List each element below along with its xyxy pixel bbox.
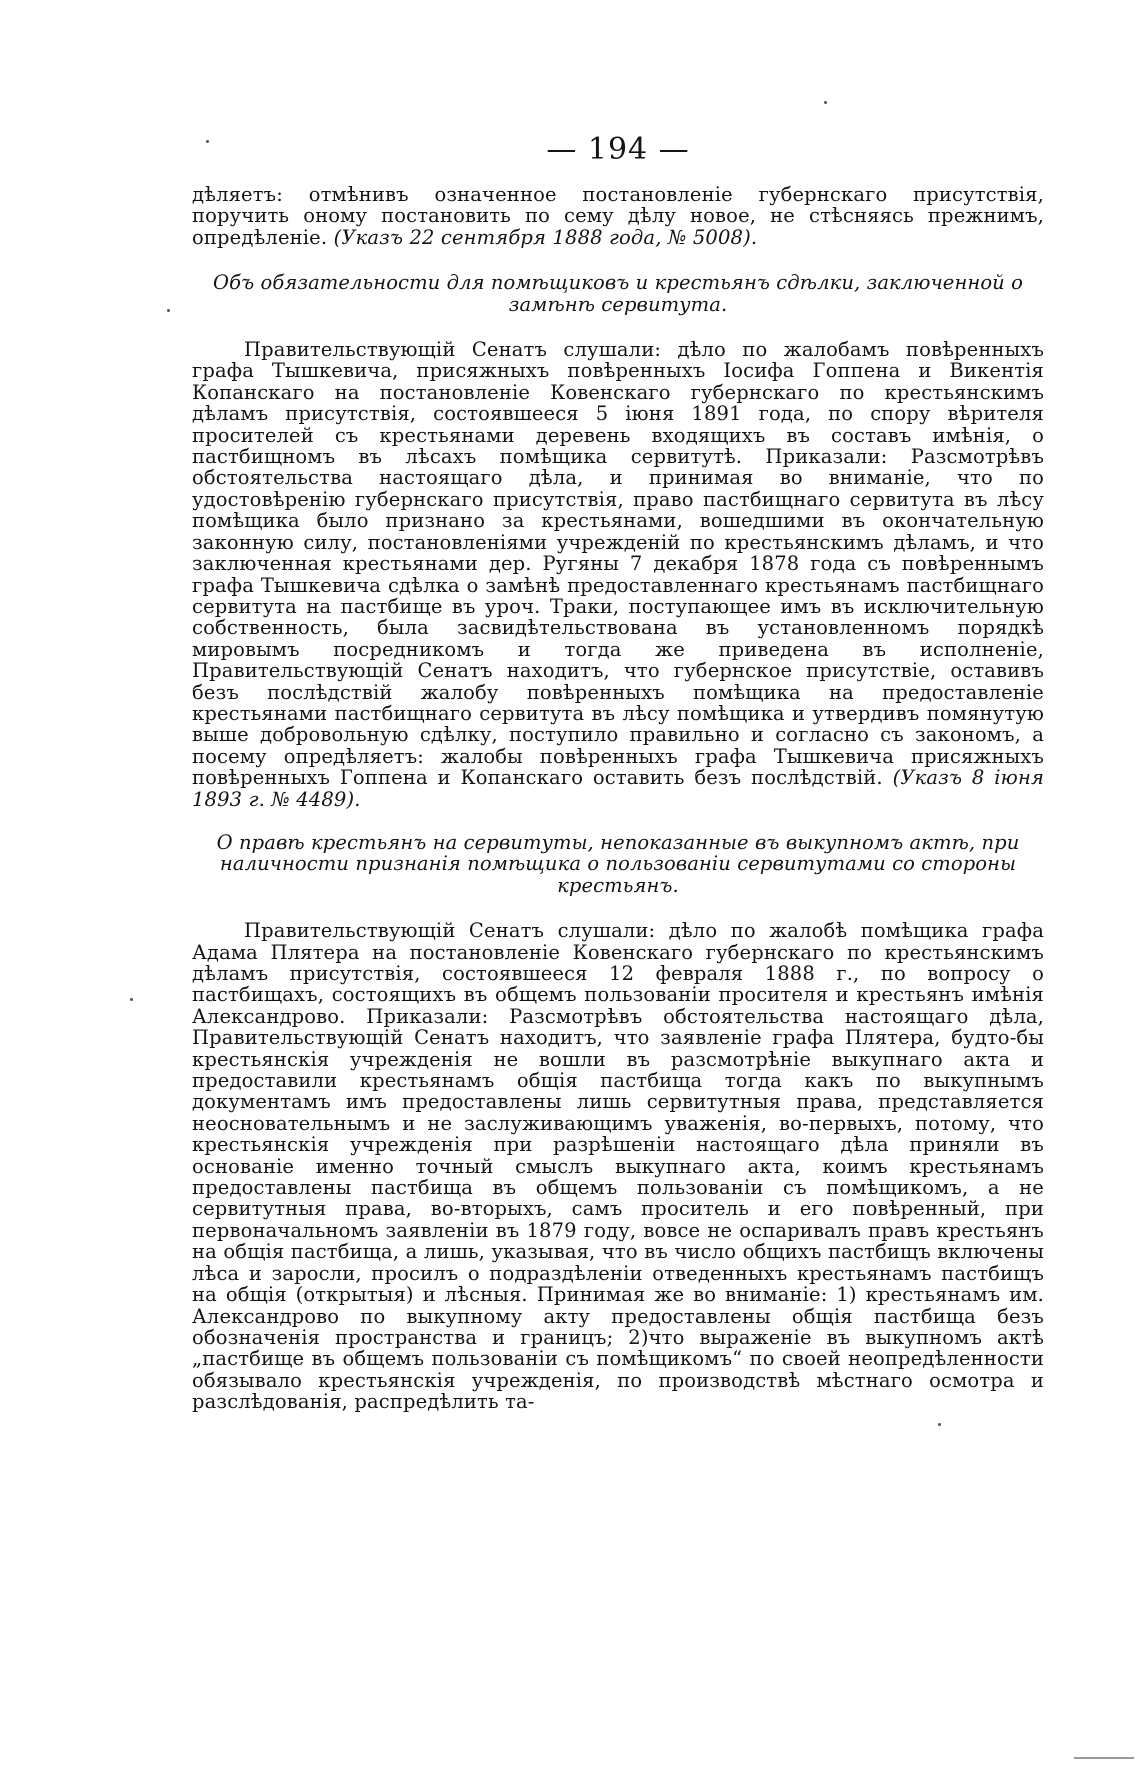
scan-speck <box>167 309 170 312</box>
decree-citation-1893: (Указъ 8 іюня 1893 г. № 4489). <box>192 766 1045 811</box>
scan-speck <box>824 101 827 104</box>
continuation-text: дѣляетъ: отмѣнивъ означенное постановленіе губернскаго присутствія, поручить оному постановить по сему дѣлу новое, не стѣсняясь прежнимъ, опредѣленіе. <box>192 183 1044 249</box>
continuation-paragraph <box>192 184 1044 248</box>
senate-ruling-paragraph-1 <box>192 339 1044 810</box>
scan-edge-mark <box>1074 1757 1134 1759</box>
senate-ruling-paragraph-2: Правительствующій Сенатъ слушали: дѣло по жалобѣ помѣщика графа Адама Плятера на постановленіе Ковенскаго губернскаго по крестьянскимъ дѣламъ присутствія, состоявшееся 12 февраля 1888 г., по вопросу о пастбищахъ, состоящихъ въ общемъ пользованіи просителя и крестьянъ имѣнія Александрово. Приказали: Разсмотрѣвъ обстоятельства настоящаго дѣла, Правительствующій Сенатъ находитъ, что заявленіе графа Плятера, будто-бы крестьянскія учрежденія не вошли въ разсмотрѣніе выкупнаго акта и предоставили крестьянамъ общія пастбища тогда какъ по выкупнымъ документамъ имъ предоставлены лишь сервитутныя права, представляется неосновательнымъ и не заслуживающимъ уваженія, во-первыхъ, потому, что крестьянскія учрежденія при разрѣшеніи настоящаго дѣла приняли въ основаніе именно точный смыслъ выкупнаго акта, коимъ крестьянамъ предоставлены пастбища въ общемъ пользованіи съ помѣщикомъ, а не сервитутныя права, во-вторыхъ, самъ проситель и его повѣренный, при первоначальномъ заявленіи въ 1879 году, вовсе не оспаривалъ правъ крестьянъ на общія пастбища, а лишь, указывая, что въ число общихъ пастбищъ включены лѣса и заросли, просилъ о подраздѣленіи отведенныхъ крестьянамъ пастбищъ на общія (открытыя) и лѣсныя. Принимая же во вниманіе: 1) крестьянамъ им. Александрово по выкупному акту предоставлены общія пастбища безъ обозначенія пространства и границъ; 2)что выраженіе въ выкупномъ актѣ „пастбище въ общемъ пользованіи съ помѣщикомъ“ по своей неопредѣленности обязывало крестьянскія учрежденія, по производствѣ мѣстнаго осмотра и разслѣдованія, распредѣлить та- <box>192 919 1044 1414</box>
decree-citation-1888: (Указъ 22 сентября 1888 года, № 5008). <box>333 225 758 249</box>
section-heading-peasant-rights: О правѣ крестьянъ на сервитуты, непоказанные въ выкупномъ актѣ, при наличности признанія помѣщика о пользованіи сервитутами со стороны крестьянъ. <box>216 830 1020 897</box>
ruling-text-1: Правительствующій Сенатъ слушали: дѣло по жалобамъ повѣренныхъ графа Тышкевича, присяжныхъ повѣренныхъ Іосифа Гоппена и Викентія Копанскаго на постановленіе Ковенскаго губернскаго по крестьянскимъ дѣламъ присутствія, состоявшееся 5 іюня 1891 года, по спору вѣрителя просителей съ крестьянами деревень входящихъ въ составъ имѣнія, о пастбищномъ въ лѣсахъ помѣщика сервитутѣ. Приказали: Разсмотрѣвъ обстоятельства настоящаго дѣла, и принимая во вниманіе, что по удостовѣренію губернскаго присутствія, право пастбищнаго сервитута въ лѣсу помѣщика было признано за крестьянами, вошедшими въ окончательную законную силу, постановленіями учрежденій по крестьянскимъ дѣламъ, и что заключенная крестьянами дер. Ругяны 7 декабря 1878 года съ повѣреннымъ графа Тышкевича сдѣлка о замѣнѣ предоставленнаго крестьянамъ пастбищнаго сервитута на пастбище въ уроч. Траки, поступающее имъ въ исключительную собственность, была засвидѣтельствована въ установленномъ порядкѣ мировымъ посредникомъ и тогда же приведена въ исполненіе, Правительствующій Сенатъ находитъ, что губернское присутствіе, оставивъ безъ послѣдствій жалобу повѣренныхъ помѣщика на предоставленіе крестьянами пастбищнаго сервитута въ лѣсу помѣщика и утвердивъ помянутую выше добровольную сдѣлку, поступило правильно и согласно съ закономъ, а посему опредѣляетъ: жалобы повѣренныхъ графа Тышкевича присяжныхъ повѣренныхъ Гоппена и Копанскаго оставить безъ послѣдствій. <box>192 338 1044 790</box>
scan-speck <box>206 140 209 143</box>
scan-speck <box>938 1423 941 1426</box>
scan-speck <box>130 998 133 1001</box>
section-heading-servitude-exchange: Объ обязательности для помѣщиковъ и крестьянъ сдѣлки, заключенной о замѣнѣ сервитута. <box>213 271 1023 316</box>
document-page <box>192 130 1044 1413</box>
page-number: — 194 — <box>546 132 690 167</box>
